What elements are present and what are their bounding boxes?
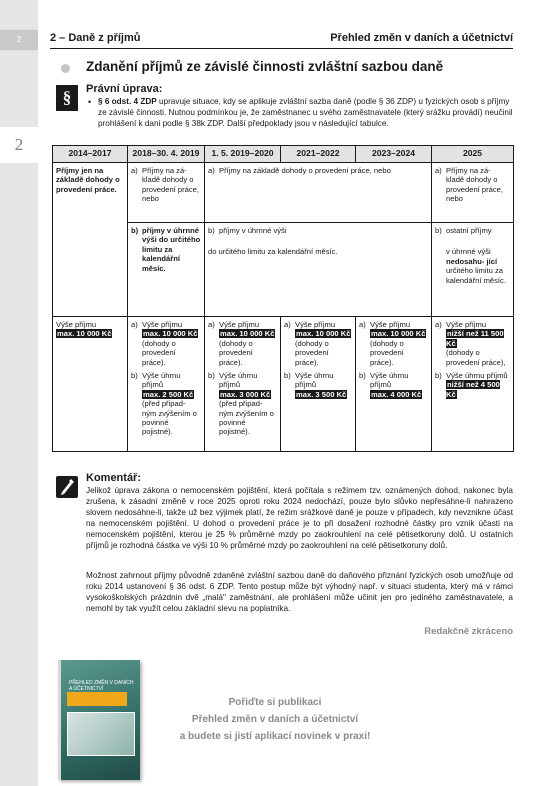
page-header — [50, 31, 513, 49]
cell-2023-limit: a) Výše příjmu max. 10 000 Kč (dohody o provedení práce). b) Výše úhrnu příjmů max. 4 000 Kč — [356, 317, 432, 452]
header-2023-2024: 2023–2024 — [356, 146, 432, 163]
commentary-paragraph-2: Možnost zahrnout příjmy původně zdaněné zvláštní sazbou daně do daňového přiznání fyzických osob umožňuje od roku 2014 ustanovení § 36 odst. 6 ZDP. Tento postup může být výhodný např. v situaci studenta, který má v rámci vysokoškolských prázdnin dvě „malá" zaměstnání, ale prohlášení může učinit jen pro jediného zaměstnavatele, a nemohl by tak využít celou základní slevu na poplatníka. — [86, 571, 513, 613]
cell-2025-limit: a) Výše příjmu nižší než 11 500 Kč (dohody o provedení práce), b) Výše úhrnu příjmů nižší než 4 500 Kč — [432, 317, 514, 452]
book-cover-title: PŘEHLED ZMĚN V DANÍCH A ÚČETNICTVÍ — [69, 680, 134, 692]
chapter-number: 2 — [0, 127, 38, 163]
cell-2019-2024-a: a) Příjmy na základě dohody o provedení práce, nebo — [205, 163, 432, 223]
book-cover-photo — [67, 712, 135, 756]
cell-2021-limit: a) Výše příjmu max. 10 000 Kč (dohody o provedení práce). b) Výše úhrnu příjmů max. 3 500 Kč — [281, 317, 356, 452]
book-title: Přehled změn v daních a účetnictví — [330, 32, 513, 44]
sidebar — [0, 0, 38, 786]
chapter-title: 2 – Daně z příjmů — [50, 32, 141, 44]
cell-2018-b: b) příjmy v úhrnné výši do určitého limitu za kalendářní měsíc. — [128, 223, 205, 317]
promo-line-2: Přehled změn v daních a účetnictví — [191, 714, 359, 725]
page-number: 2 — [0, 30, 38, 50]
bullet-icon: • — [88, 97, 92, 107]
legal-title: Právní úprava: — [86, 83, 163, 95]
cell-2025-b: b) ostatní příjmy v úhrnné výši nedosahu- jící určitého limitu za kalendářní měsíc. — [432, 223, 514, 317]
cell-2014-conditions: Příjmy jen na základě dohody o provedení práce. — [53, 163, 128, 317]
commentary-paragraph-1: Jelikož úprava zákona o nemocenském pojištění, která počítala s režimem tzv. oznámených dohod, nakonec byla zrušena, k zásadní změně v roce 2025 oproti roku 2024 nedochází, pouze bylo slůvko nepřesáhne-li nahrazeno slovem nedosáhne-li, takže už bez výjimek platí, že režim srážkové daně je pouze v případech, kdy nevznikne účast na nemocenském pojištění. U dohod o provedení práce je to při dosažení rozhodné částky pro vznik účasti na nemocenském pojištění, kterou je 25 % průměrné mzdy po zaokrouhlení na celé pětisetkoruny dolů. U ostatních příjmů je rozhodná částka ve výši 10 % průměrné mzdy po zaokrouhlení na celé pětisetkoruny dolů. — [86, 486, 513, 550]
header-2019-2020: 1. 5. 2019–2020 — [205, 146, 281, 163]
promo-line-1: Pořiďte si publikaci — [228, 697, 322, 708]
cell-2025-a: a) Příjmy na zá- kladě dohody o provedení práce, nebo — [432, 163, 514, 223]
legal-bullet-bold: § 6 odst. 4 ZDP — [98, 97, 157, 106]
section-bullet-icon — [61, 64, 70, 73]
cell-2018-a: a) Příjmy na zá- kladě dohody o provedení práce, nebo — [128, 163, 205, 223]
header-2018-2019: 2018–30. 4. 2019 — [128, 146, 205, 163]
header-2025: 2025 — [432, 146, 514, 163]
paragraph-icon: § — [56, 85, 78, 111]
cell-2014-limit: Výše příjmu max. 10 000 Kč — [53, 317, 128, 452]
header-2014-2017: 2014–2017 — [53, 146, 128, 163]
section-title: Zdanění příjmů ze závislé činnosti zvláštní sazbou daně — [86, 59, 444, 74]
book-cover-band — [67, 692, 127, 706]
legal-bullet-text — [88, 97, 513, 129]
legal-bullet — [88, 97, 513, 129]
cell-2019-limit: a) Výše příjmu max. 10 000 Kč (dohody o provedení práce). b) Výše úhrnu příjmů max. 3 000 Kč (před připad- ným zvýšením o povinné pojistné). — [205, 317, 281, 452]
conditions-table — [52, 145, 514, 452]
editorial-note: Redakčně zkráceno — [424, 626, 513, 637]
promo-line-3: a budete si jistí aplikací novinek v praxi! — [179, 731, 371, 742]
pen-icon — [56, 476, 78, 498]
cell-2018-limit: a) Výše příjmu max. 10 000 Kč (dohody o provedení práce). b) Výše úhrnu příjmů max. 2 500 Kč (před připad- ným zvýšením o povinné pojistné). — [128, 317, 205, 452]
book-cover-image[interactable] — [58, 660, 140, 780]
cell-2019-2024-b: b) příjmy v úhrnné výši do určitého limitu za kalendářní měsíc. — [205, 223, 432, 317]
legal-bullet-body: upravuje situace, kdy se aplikuje zvláštní sazba daně (podle § 36 ZDP) u fyzických osob s příjmy ze závislé činnosti. Nutnou podmínkou je, že zaměstnanec u svého zaměstnavatele (který srážku provádí) neučinil prohlášení k dani podle § 38k ZDP. Další předpoklady jsou v následující tabulce. — [98, 97, 513, 128]
commentary-title: Komentář: — [86, 472, 142, 484]
header-2021-2022: 2021–2022 — [281, 146, 356, 163]
